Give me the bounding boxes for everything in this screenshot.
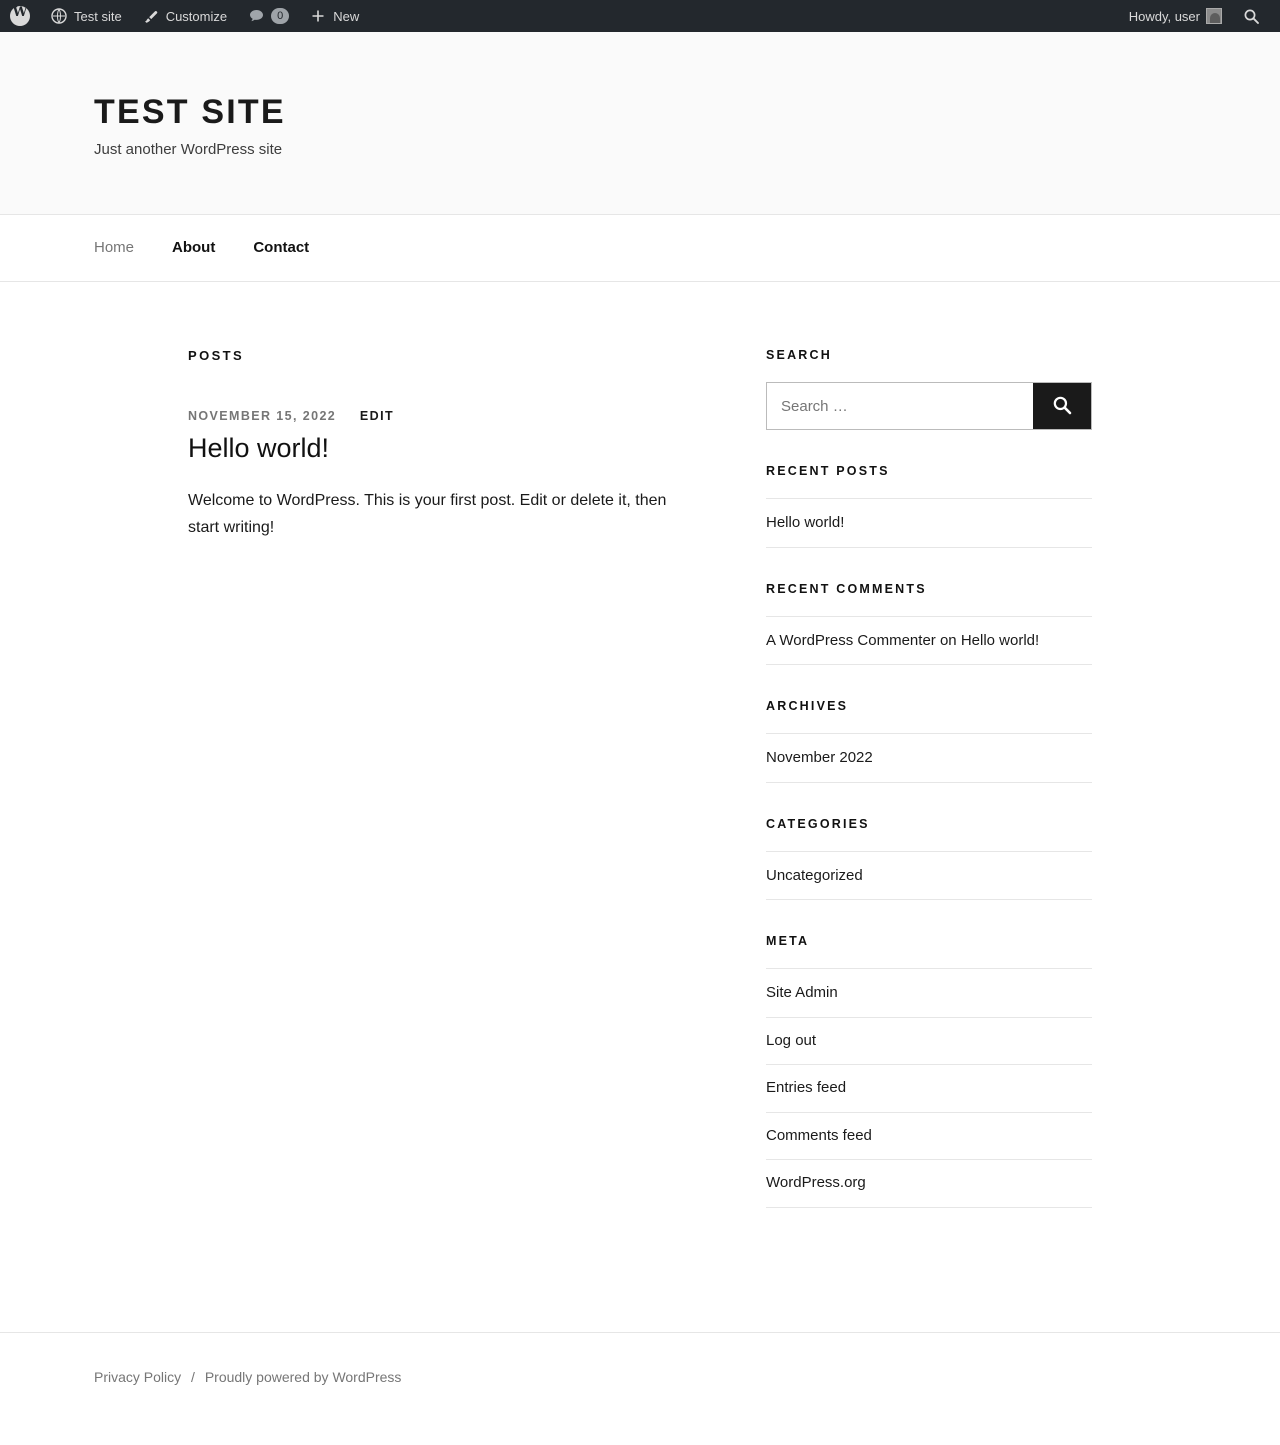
nav-link-about[interactable]: About [172,239,216,257]
list-item[interactable] [766,498,1092,548]
widget-title-recent-comments: RECENT COMMENTS [766,581,927,596]
widget-recent-comments [766,582,1092,666]
post-article [188,409,766,541]
plus-icon [309,7,327,25]
search-submit-button[interactable] [1033,383,1091,429]
comment-on-word: on [939,631,957,649]
meta-link-wordpress-org[interactable]: WordPress.org [766,1174,866,1192]
list-item[interactable] [766,968,1092,1018]
wordpress-logo-icon [10,6,30,26]
search-icon [1051,394,1073,419]
widget-title-archives: ARCHIVES [766,699,849,714]
admin-bar-right-group [1119,0,1270,32]
nav-item-home[interactable] [94,239,134,257]
widget-title-recent-posts: RECENT POSTS [766,464,890,479]
page-title: POSTS [188,348,245,364]
nav-list [94,215,1186,281]
avatar [1206,8,1222,24]
home-icon [50,7,68,25]
categories-list [766,851,1092,901]
search-form [766,382,1092,430]
post-date-link[interactable]: NOVEMBER 15, 2022 [188,409,337,424]
recent-posts-list [766,498,1092,548]
list-item[interactable] [766,1018,1092,1066]
meta-list [766,968,1092,1208]
admin-bar-search-toggle[interactable] [1232,0,1270,32]
post-title-link[interactable]: Hello world! [188,433,330,464]
recent-post-link[interactable]: Hello world! [766,514,845,532]
widget-search [766,348,1092,430]
widget-archives [766,699,1092,783]
list-item[interactable] [766,851,1092,901]
page-inner [188,282,1092,1332]
site-title[interactable]: TEST SITE [94,93,286,131]
comments-link[interactable] [237,0,299,32]
main-navigation [0,215,1280,282]
category-link[interactable]: Uncategorized [766,866,863,884]
wp-admin-bar [0,0,1280,32]
comments-count-badge: 0 [271,8,289,24]
new-content-menu[interactable] [299,0,369,32]
my-account-menu[interactable] [1119,0,1232,32]
howdy-label: Howdy, user [1128,8,1200,24]
search-input[interactable] [767,383,1033,429]
widget-categories [766,817,1092,901]
list-item[interactable] [766,1160,1092,1208]
paintbrush-icon [142,7,160,25]
privacy-policy-link[interactable]: Privacy Policy [94,1368,182,1385]
list-item[interactable] [766,616,1092,666]
main-content [188,348,766,541]
widget-title-categories: CATEGORIES [766,816,870,831]
site-name-label: Test site [74,8,122,24]
archive-link[interactable]: November 2022 [766,749,873,767]
site-branding [94,94,1186,158]
meta-link-comments-feed[interactable]: Comments feed [766,1126,872,1144]
meta-link-log-out[interactable]: Log out [766,1031,817,1049]
admin-bar-left-group [0,0,369,32]
widget-meta [766,934,1092,1208]
comment-bubble-icon [247,7,265,25]
customize-label: Customize [165,8,228,24]
customize-link[interactable] [132,0,237,32]
post-content [188,488,766,541]
site-footer [0,1332,1280,1425]
site-header [0,32,1280,215]
list-item[interactable] [766,1113,1092,1161]
footer-separator: / [191,1368,195,1385]
post-excerpt: Welcome to WordPress. This is your first post. Edit or delete it, then start writing! [188,492,667,536]
nav-link-home[interactable]: Home [94,239,135,257]
sidebar [766,348,1092,1242]
wordpress-credit-link[interactable]: Proudly powered by WordPress [204,1368,402,1385]
widget-title-meta: META [766,934,810,949]
comment-author: A WordPress Commenter [766,631,936,649]
nav-item-contact[interactable] [253,239,309,257]
content-area [188,282,1092,1332]
nav-item-about[interactable] [172,239,215,257]
post-edit-link[interactable]: EDIT [359,409,394,424]
meta-link-entries-feed[interactable]: Entries feed [766,1079,847,1097]
widget-recent-posts [766,464,1092,548]
archives-list [766,733,1092,783]
site-description: Just another WordPress site [94,141,283,159]
recent-comments-list [766,616,1092,666]
nav-link-contact[interactable]: Contact [253,239,310,257]
site-name-menu[interactable] [40,0,132,32]
footer-content [94,1369,1186,1385]
list-item[interactable] [766,1065,1092,1113]
widget-title-search: SEARCH [766,348,832,363]
list-item[interactable] [766,733,1092,783]
post-title [188,431,766,466]
nav-wrap [94,215,1186,281]
meta-link-site-admin[interactable]: Site Admin [766,984,838,1002]
new-label: New [333,8,360,24]
comment-post-link[interactable]: Hello world! [960,631,1040,649]
post-meta [188,409,766,423]
wp-logo-menu[interactable] [0,0,40,32]
search-icon [1242,7,1260,25]
